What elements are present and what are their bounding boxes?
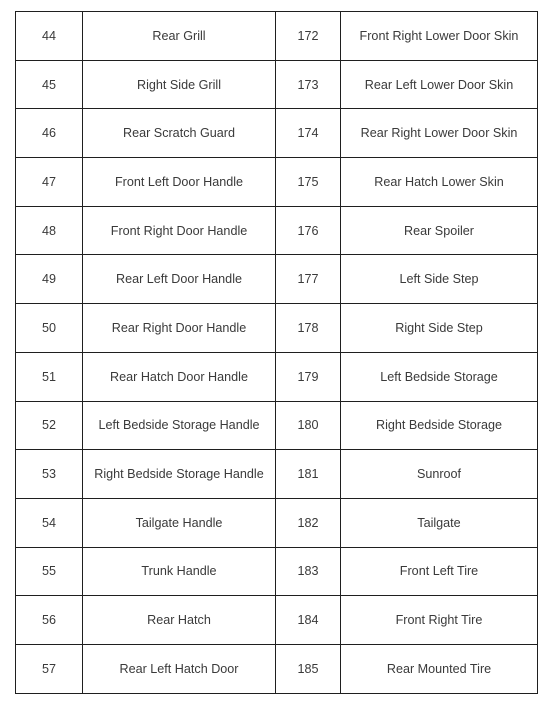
part-name-cell: Trunk Handle [83,547,276,596]
part-number-cell: 57 [16,644,83,693]
part-number-cell: 56 [16,596,83,645]
part-number-cell: 52 [16,401,83,450]
part-number-cell: 181 [276,450,341,499]
part-number-cell: 176 [276,206,341,255]
part-name-cell: Right Side Grill [83,60,276,109]
part-name-cell: Rear Hatch [83,596,276,645]
table-row [16,547,538,596]
part-number-cell: 174 [276,109,341,158]
part-name-cell: Front Right Door Handle [83,206,276,255]
part-number-cell: 184 [276,596,341,645]
table-row [16,401,538,450]
part-number-cell: 172 [276,12,341,61]
part-number-cell: 46 [16,109,83,158]
part-name-cell: Rear Hatch Lower Skin [341,158,538,207]
part-name-cell: Tailgate [341,498,538,547]
part-name-cell: Rear Mounted Tire [341,644,538,693]
parts-table-body [16,12,538,694]
part-name-cell: Rear Right Door Handle [83,304,276,353]
table-row [16,109,538,158]
part-number-cell: 185 [276,644,341,693]
part-number-cell: 47 [16,158,83,207]
part-number-cell: 51 [16,352,83,401]
part-number-cell: 54 [16,498,83,547]
table-row [16,498,538,547]
part-name-cell: Front Right Tire [341,596,538,645]
part-number-cell: 173 [276,60,341,109]
table-row [16,644,538,693]
part-name-cell: Rear Left Door Handle [83,255,276,304]
table-row [16,352,538,401]
part-number-cell: 55 [16,547,83,596]
part-name-cell: Rear Left Hatch Door [83,644,276,693]
part-number-cell: 179 [276,352,341,401]
part-name-cell: Sunroof [341,450,538,499]
table-row [16,596,538,645]
parts-table [15,11,538,694]
part-name-cell: Rear Scratch Guard [83,109,276,158]
part-number-cell: 175 [276,158,341,207]
part-number-cell: 45 [16,60,83,109]
part-name-cell: Front Left Tire [341,547,538,596]
part-name-cell: Right Bedside Storage [341,401,538,450]
part-number-cell: 53 [16,450,83,499]
part-name-cell: Front Left Door Handle [83,158,276,207]
part-number-cell: 50 [16,304,83,353]
table-row [16,255,538,304]
part-name-cell: Rear Grill [83,12,276,61]
part-number-cell: 48 [16,206,83,255]
table-row [16,304,538,353]
table-row [16,12,538,61]
part-name-cell: Front Right Lower Door Skin [341,12,538,61]
part-number-cell: 180 [276,401,341,450]
table-row [16,450,538,499]
table-row [16,158,538,207]
part-name-cell: Tailgate Handle [83,498,276,547]
part-name-cell: Right Side Step [341,304,538,353]
part-number-cell: 182 [276,498,341,547]
part-name-cell: Rear Spoiler [341,206,538,255]
part-name-cell: Rear Hatch Door Handle [83,352,276,401]
table-row [16,60,538,109]
part-name-cell: Left Bedside Storage Handle [83,401,276,450]
part-number-cell: 49 [16,255,83,304]
part-number-cell: 183 [276,547,341,596]
part-name-cell: Right Bedside Storage Handle [83,450,276,499]
part-name-cell: Left Bedside Storage [341,352,538,401]
part-name-cell: Rear Left Lower Door Skin [341,60,538,109]
part-number-cell: 177 [276,255,341,304]
part-number-cell: 44 [16,12,83,61]
table-row [16,206,538,255]
part-name-cell: Left Side Step [341,255,538,304]
part-number-cell: 178 [276,304,341,353]
part-name-cell: Rear Right Lower Door Skin [341,109,538,158]
